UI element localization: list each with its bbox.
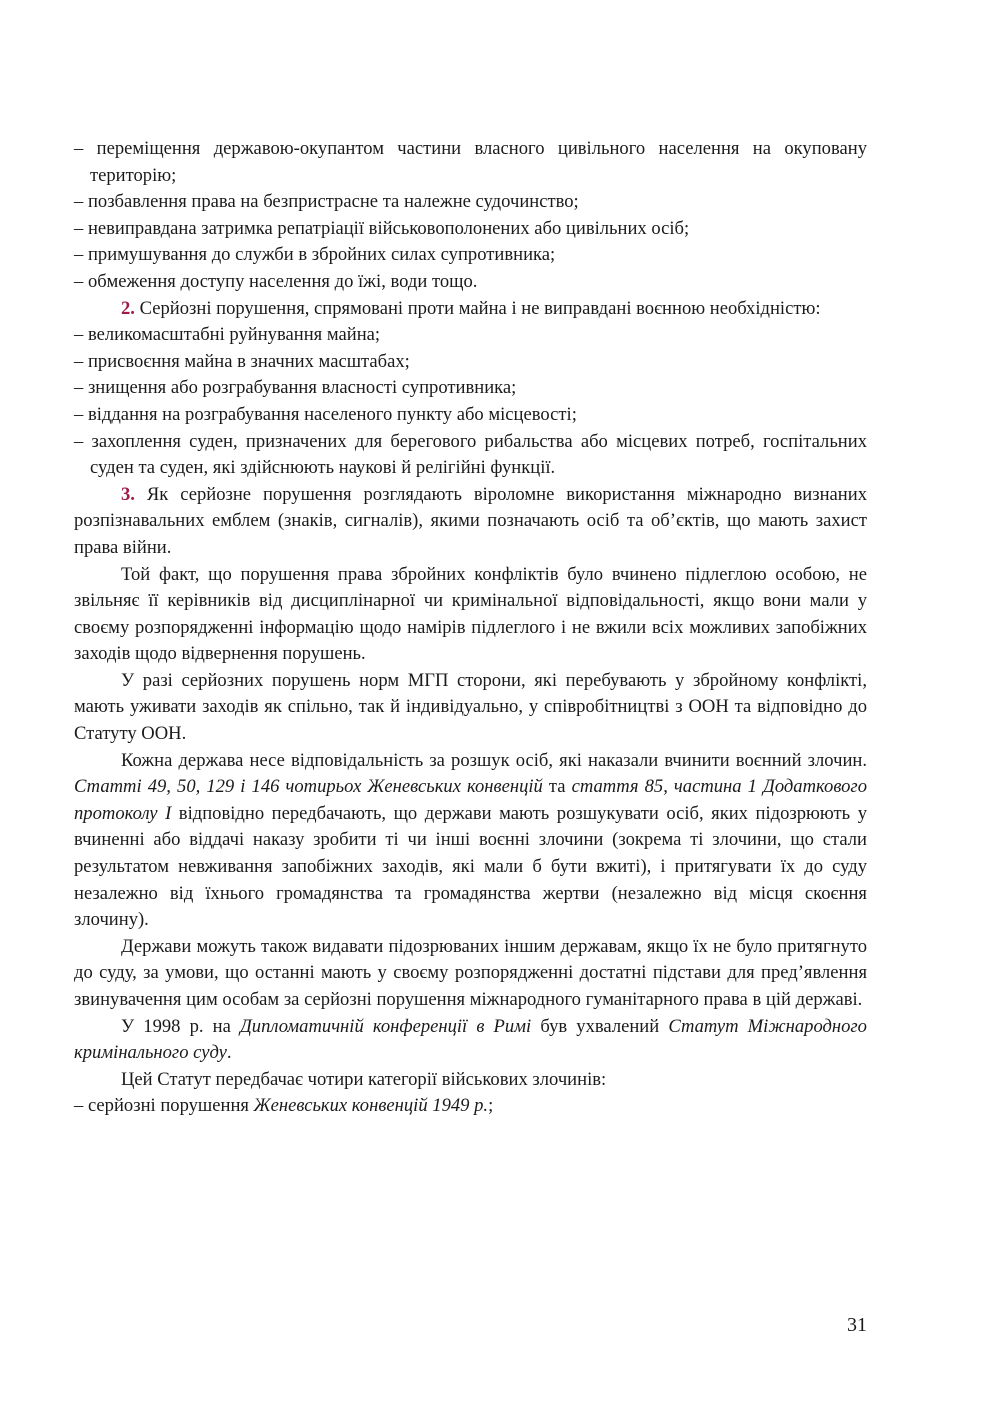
paragraph-6: [74, 748, 867, 934]
paragraph-text: Як серйозне порушення розглядають віроломне використання міжнародно визнаних розпізнавальних емблем (знаків, сигналів), якими позначають осіб та об’єктів, що мають захист права війни.: [74, 483, 867, 558]
list-item: – знищення або розграбування власності супротивника;: [74, 377, 517, 399]
page-number: 31: [847, 1314, 867, 1336]
paragraph-8: [74, 1014, 867, 1067]
citation: Статут Міжнародного кримінального суду: [74, 1015, 867, 1064]
paragraph-7: Держави можуть також видавати підозрюваних іншим державам, якщо їх не було притягнуто до суду, за умови, що останні мають у своєму розпорядженні достатні підстави для пред’явлення звинувачення цим особам за серйозні порушення міжнародного гуманітарного права в цій державі.: [74, 935, 867, 1010]
paragraph-4: Той факт, що порушення права збройних конфліктів було вчинено підлеглою особою, не звільняє її керівників від дисциплінарної чи кримінальної відповідальності, якщо вони мали у своєму розпорядженні інформацію щодо намірів підлеглого і не вжили всіх можливих запобіжних заходів щодо відвернення порушень.: [74, 563, 867, 665]
list-item: – присвоєння майна в значних масштабах;: [74, 350, 410, 372]
list-item: – віддання на розграбування населеного пункту або місцевості;: [74, 403, 577, 425]
paragraph-5: У разі серйозних порушень норм МГП сторони, які перебувають у збройному конфлікті, мають уживати заходів як спільно, так й індивідуально, у співробітництві з ООН та відповідно до Статуту ООН.: [74, 669, 867, 745]
list-item: – великомасштабні руйнування майна;: [74, 324, 381, 346]
list-item: – позбавлення права на безпристрасне та належне судочинство;: [74, 191, 579, 213]
list-item: [74, 1093, 867, 1120]
citation: Дипломатичній конференції в Римі: [239, 1015, 532, 1037]
paragraph-text: .: [226, 1042, 232, 1064]
list-item: – невиправдана затримка репатріації військовополонених або цивільних осіб;: [74, 217, 690, 239]
citation: Статті 49, 50, 129 і 146 чотирьох Женевських конвенцій: [74, 776, 543, 798]
citation: Женевських конвенцій 1949 р.: [253, 1095, 489, 1117]
citation: стаття 85, частина 1 Додаткового протоколу I: [74, 776, 867, 824]
paragraph-text: Серйозні порушення, спрямовані проти майна і не виправдані воєнною необхідністю:: [134, 297, 821, 319]
page-body: [74, 136, 867, 1120]
paragraph-text: був ухвалений: [531, 1015, 669, 1037]
paragraph-text: відповідно передбачають, що держави мають розшукувати осіб, яких підозрюють у вчиненні або віддачі наказу зробити ті чи інші воєнні злочини (зокрема ті злочини, що стали результатом невживання запобіжних заходів, які мали б бути вжиті), і притягувати їх до суду незалежно від їхнього громадянства та громадянства жертви (незалежно від місця скоєння злочину).: [74, 802, 867, 931]
paragraph-2: [74, 296, 867, 323]
list-item: – переміщення державою-окупантом частини власного цивільного населення на окуповану територію;: [74, 138, 867, 186]
paragraph-text: ;: [488, 1095, 494, 1117]
paragraph-text: У 1998 р. на: [121, 1015, 240, 1037]
list-item: – обмеження доступу населення до їжі, води тощо.: [74, 270, 478, 292]
paragraph-9: Цей Статут передбачає чотири категорії військових злочинів:: [121, 1068, 607, 1090]
section-number: 2.: [121, 297, 135, 319]
paragraph-3: [74, 482, 867, 562]
section-number: 3.: [121, 483, 135, 505]
paragraph-text: Кожна держава несе відповідальність за розшук осіб, які наказали вчинити воєнний злочин.: [121, 749, 867, 771]
paragraph-text: та: [542, 776, 572, 798]
list-item: – захоплення суден, призначених для берегового рибальства або місцевих потреб, госпітальних суден та суден, які здійснюють наукові й релігійні функції.: [74, 430, 867, 479]
list-item: – примушування до служби в збройних силах супротивника;: [74, 244, 556, 266]
paragraph-text: – серйозні порушення: [74, 1095, 254, 1117]
